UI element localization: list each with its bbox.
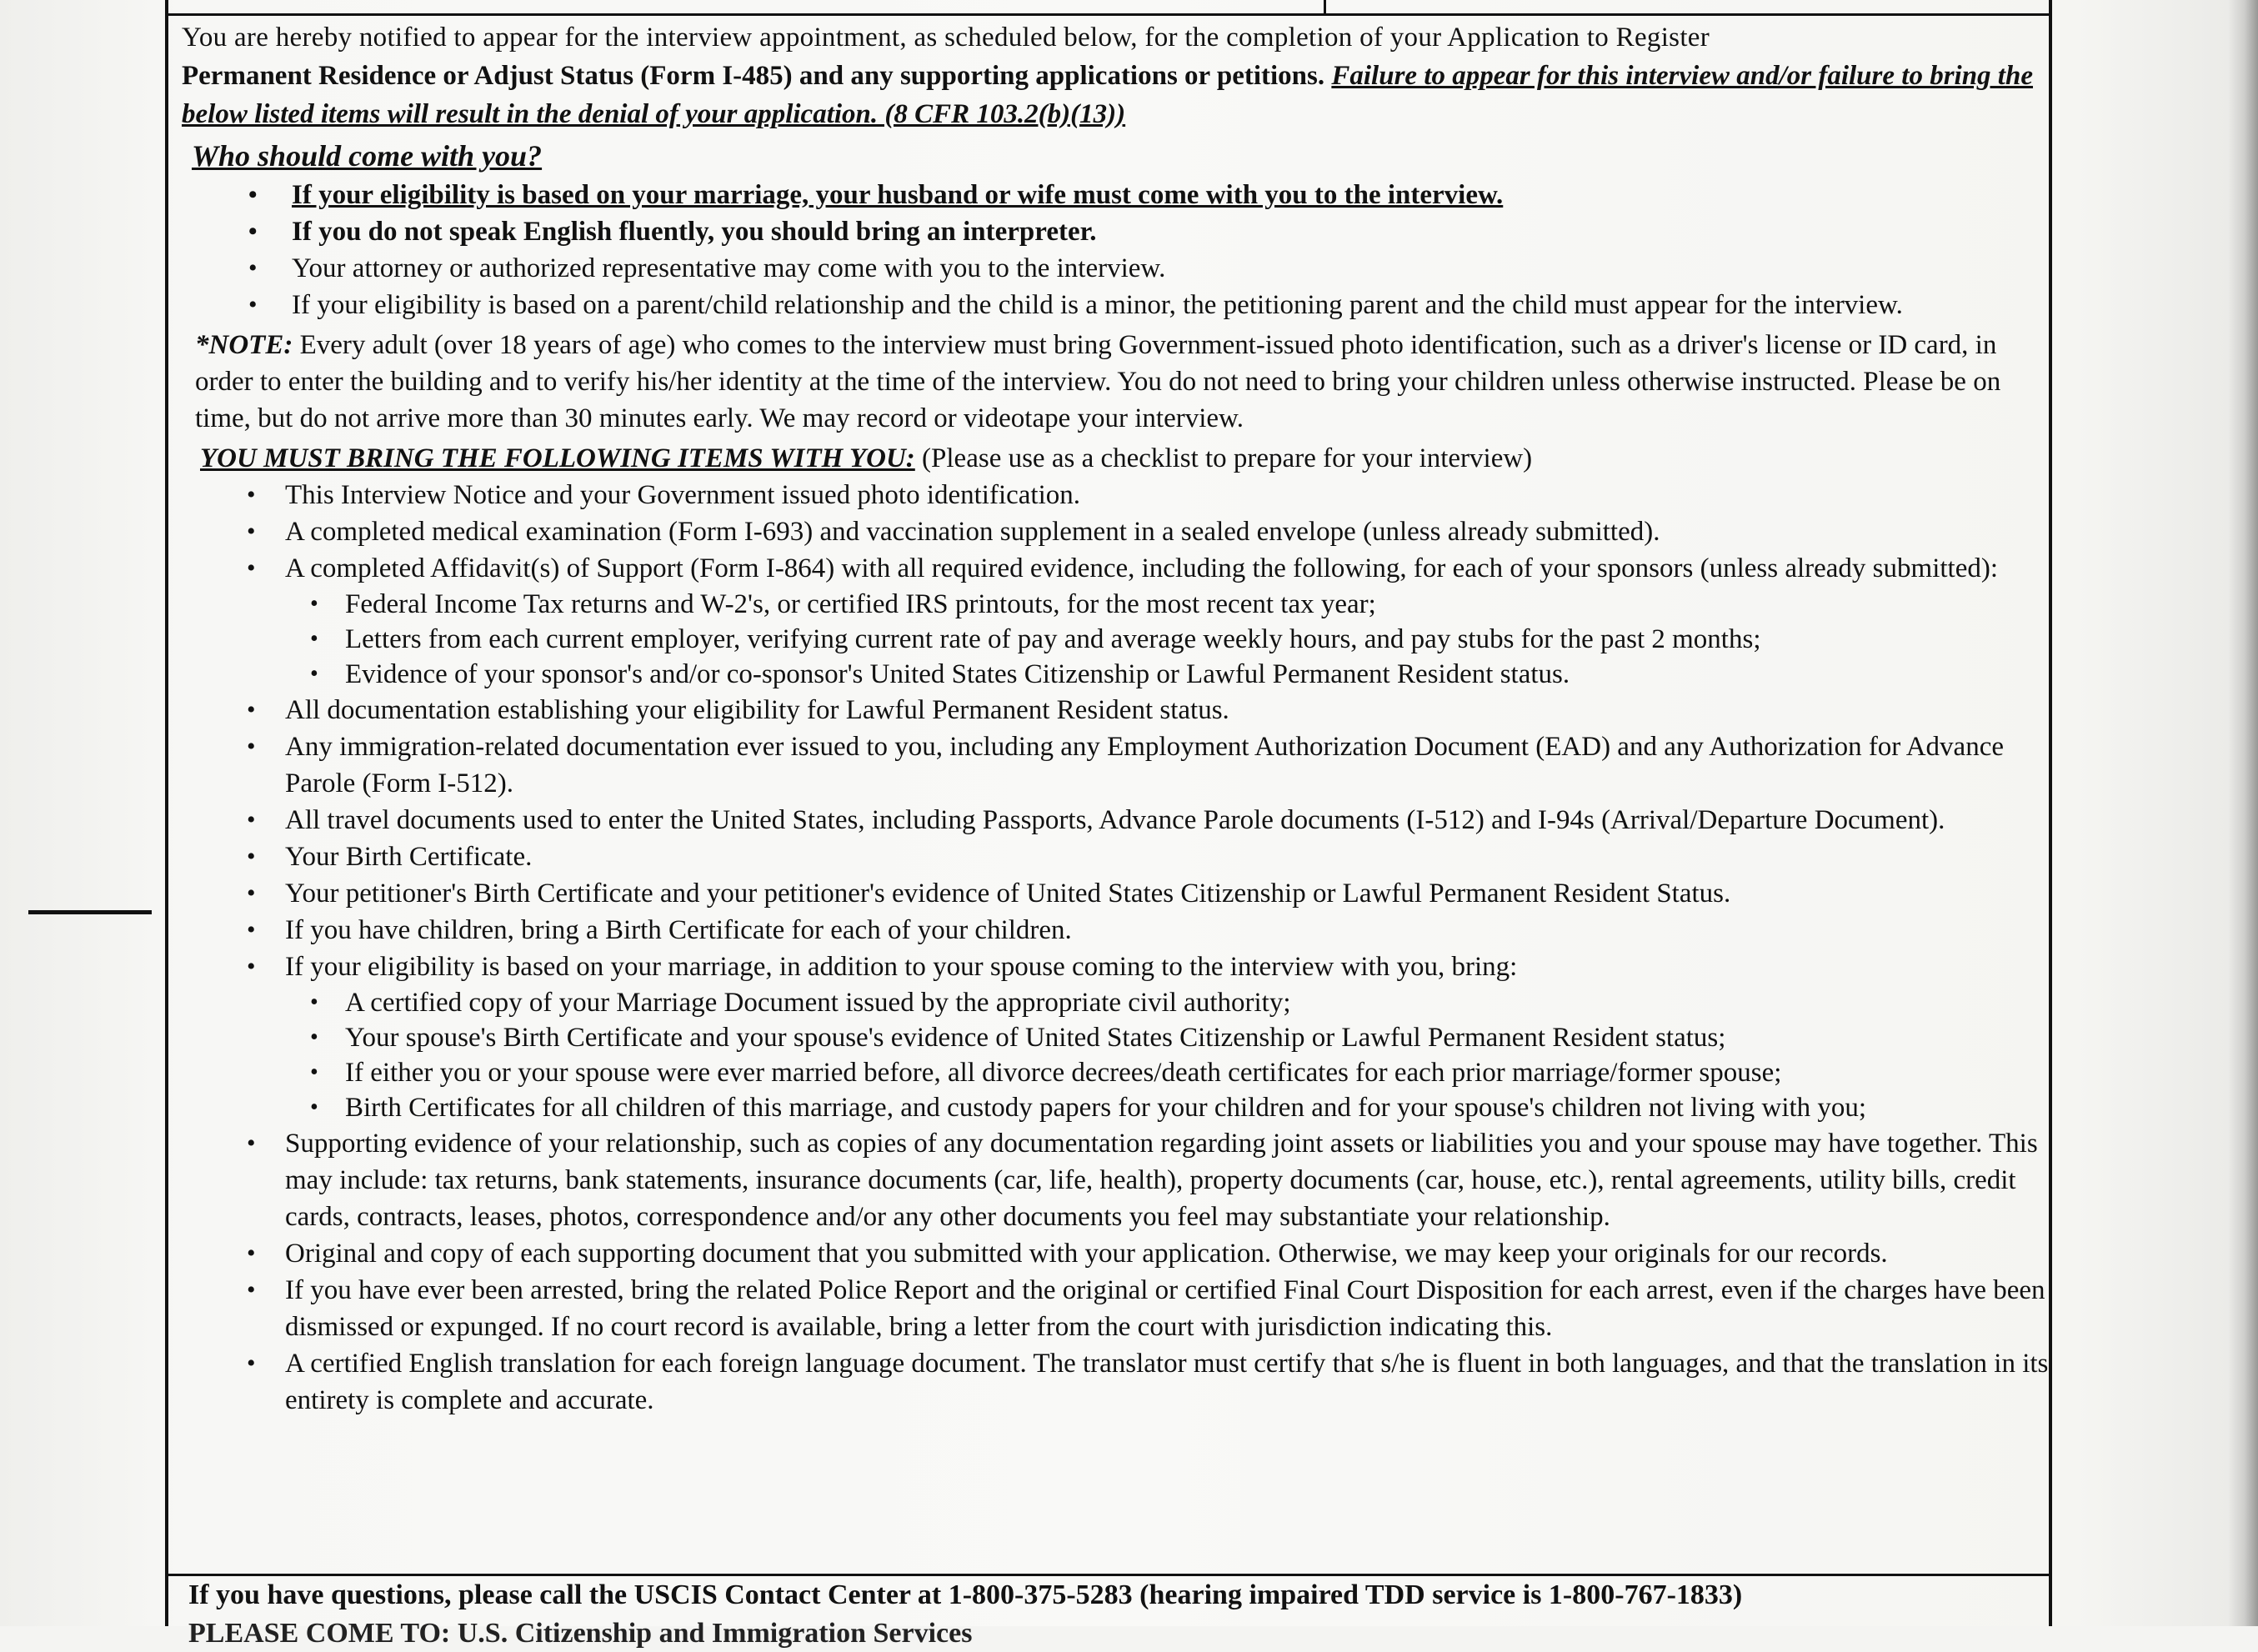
bring-item: • A completed medical examination (Form I-693) and vaccination supplement in a sealed envelope (unless already submitted).: [182, 513, 2074, 550]
bring-list-final: [182, 1125, 2074, 1419]
marriage-sublist: [182, 985, 2074, 1125]
bring-list: [182, 477, 2074, 587]
note-text: Every adult (over 18 years of age) who comes to the interview must bring Government-issued photo identification, such as a driver's license or ID card, in order to enter the building and to verify his/her identity at the time of the interview. You do not need to bring your children unless otherwise instructed. Please be on time, but do not arrive more than 30 minutes early. We may record or videotape your interview.: [195, 330, 2001, 433]
bring-item: • If you have children, bring a Birth Certificate for each of your children.: [182, 912, 2074, 949]
who-list: [182, 177, 2074, 323]
who-heading: Who should come with you?: [192, 139, 543, 173]
bring-item: • All documentation establishing your eligibility for Lawful Permanent Resident status.: [182, 692, 2074, 728]
bring-item: • If you have ever been arrested, bring the related Police Report and the original or certified Final Court Disposition for each arrest, even if the charges have been dismissed or expunged. If no court record is available, bring a letter from the court with jurisdiction indicating this.: [182, 1272, 2074, 1345]
marriage-subitem: • Birth Certificates for all children of this marriage, and custody papers for your children and for your spouse's children not living with you;: [182, 1090, 2074, 1125]
notice-body: [182, 18, 2074, 1419]
bring-item: • If your eligibility is based on your marriage, in addition to your spouse coming to the interview with you, bring:: [182, 949, 2074, 985]
page-edge-shadow: [2228, 0, 2258, 1626]
intro-line-2: Permanent Residence or Adjust Status (Form I-485) and any supporting applications or petitions.: [182, 61, 1332, 91]
affidavit-subitem: • Letters from each current employer, verifying current rate of pay and average weekly hours, and pay stubs for the past 2 months;: [182, 622, 2074, 657]
cut-off-line: PLEASE COME TO: U.S. Citizenship and Immigration Services: [188, 1618, 973, 1649]
bring-item: • Your petitioner's Birth Certificate and your petitioner's evidence of United States Citizenship or Lawful Permanent Resident Status.: [182, 875, 2074, 912]
bring-item: • This Interview Notice and your Government issued photo identification.: [182, 477, 2074, 513]
affidavit-sublist: [182, 587, 2074, 692]
bring-item: • Original and copy of each supporting document that you submitted with your application. Otherwise, we may keep your originals for our records.: [182, 1235, 2074, 1272]
contact-center-line: If you have questions, please call the USCIS Contact Center at 1-800-375-5283 (hearing impaired TDD service is 1-800-767-1833): [188, 1579, 1743, 1610]
bring-item: • All travel documents used to enter the United States, including Passports, Advance Parole documents (I-512) and I-94s (Arrival/Departure Document).: [182, 802, 2074, 839]
bring-item: • A completed Affidavit(s) of Support (Form I-864) with all required evidence, including the following, for each of your sponsors (unless already submitted):: [182, 550, 2074, 587]
margin-mark: [28, 910, 152, 914]
bring-item: • Supporting evidence of your relationship, such as copies of any documentation regarding joint assets or liabilities you and your spouse may have together. This may include: tax returns, bank statements, insurance documents (car, life, health), property documents (car, house, etc.), rental agreements, utility bills, credit cards, contracts, leases, photos, correspondence and/or any other documents you feel may substantiate your relationship.: [182, 1125, 2074, 1235]
bring-list-continued: [182, 692, 2074, 985]
top-rule: [165, 13, 2052, 16]
top-divider: [1324, 0, 1326, 14]
note-paragraph: [195, 327, 2074, 437]
intro-warning: Failure to appear for this interview and/or failure to bring the below listed items will result in the denial of your application. (8 CFR 103.2(b)(13)): [182, 61, 2033, 129]
who-item-parent-child: • If your eligibility is based on a parent/child relationship and the child is a minor, the petitioning parent and the child must appear for the interview.: [182, 287, 2074, 323]
who-item-attorney: • Your attorney or authorized representative may come with you to the interview.: [182, 250, 2074, 287]
marriage-subitem: • Your spouse's Birth Certificate and your spouse's evidence of United States Citizenship or Lawful Permanent Resident status;: [182, 1020, 2074, 1055]
note-label: *NOTE:: [195, 330, 293, 360]
marriage-subitem: • A certified copy of your Marriage Document issued by the appropriate civil authority;: [182, 985, 2074, 1020]
affidavit-subitem: • Federal Income Tax returns and W-2's, or certified IRS printouts, for the most recent tax year;: [182, 587, 2074, 622]
bring-item: • A certified English translation for each foreign language document. The translator must certify that s/he is fluent in both languages, and that the translation in its entirety is complete and accurate.: [182, 1345, 2074, 1419]
bring-heading-line: [200, 440, 2074, 477]
intro-paragraph: [182, 18, 2074, 133]
who-item-interpreter: • If you do not speak English fluently, you should bring an interpreter.: [182, 213, 2074, 250]
bring-heading: YOU MUST BRING THE FOLLOWING ITEMS WITH YOU:: [200, 443, 915, 473]
bring-subheading: (Please use as a checklist to prepare for your interview): [914, 443, 1533, 473]
intro-line-1: You are hereby notified to appear for the interview appointment, as scheduled below, for the completion of your Application to Register: [182, 23, 1710, 53]
bottom-rule: [165, 1574, 2052, 1576]
bring-item: • Your Birth Certificate.: [182, 839, 2074, 875]
affidavit-subitem: • Evidence of your sponsor's and/or co-sponsor's United States Citizenship or Lawful Permanent Resident status.: [182, 657, 2074, 692]
marriage-subitem: • If either you or your spouse were ever married before, all divorce decrees/death certificates for each prior marriage/former spouse;: [182, 1055, 2074, 1090]
bring-item: • Any immigration-related documentation ever issued to you, including any Employment Authorization Document (EAD) and any Authorization for Advance Parole (Form I-512).: [182, 728, 2074, 802]
who-item-spouse: • If your eligibility is based on your marriage, your husband or wife must come with you to the interview.: [182, 177, 2074, 213]
